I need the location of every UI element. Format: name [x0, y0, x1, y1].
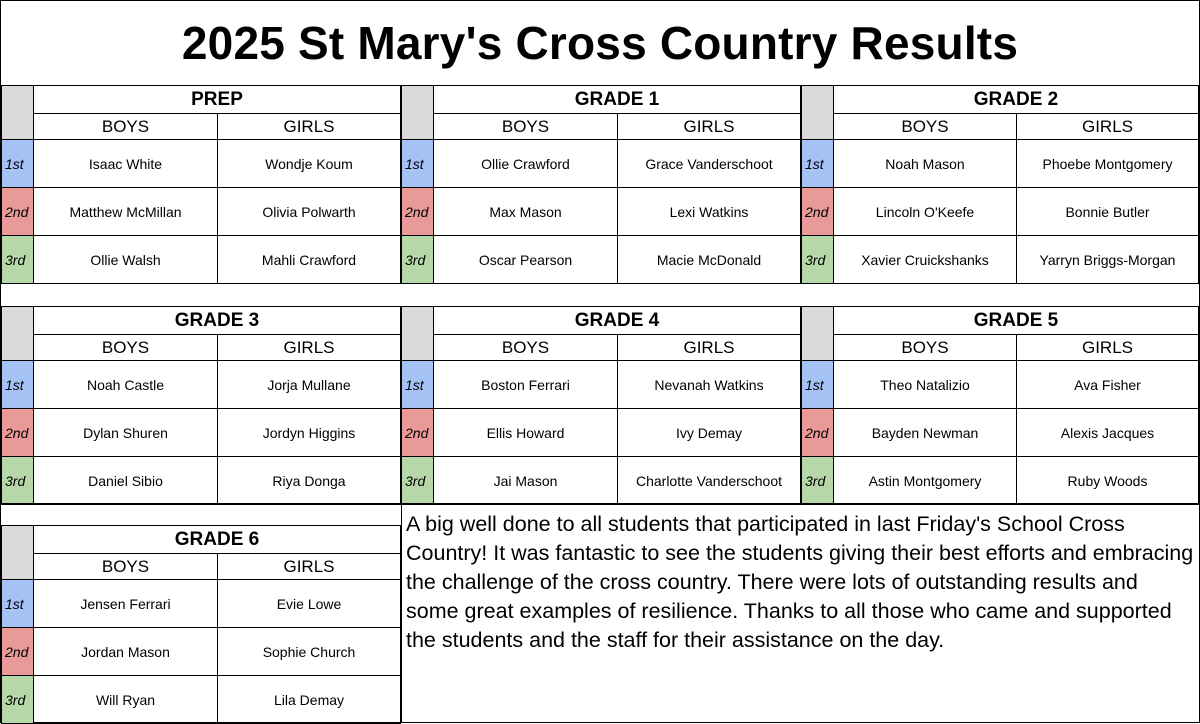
corner-cell — [402, 86, 434, 140]
place-label: 3rd — [402, 457, 434, 505]
place-label: 1st — [802, 361, 834, 409]
boy-name: Isaac White — [34, 140, 218, 188]
place-label: 3rd — [802, 457, 834, 505]
place-label: 2nd — [2, 628, 34, 676]
spacer — [1, 503, 401, 526]
place-label: 3rd — [402, 236, 434, 284]
place-label: 1st — [802, 140, 834, 188]
boy-name: Dylan Shuren — [34, 409, 218, 457]
grade-block-6 — [1, 525, 401, 723]
table-row — [402, 361, 801, 409]
grade-block-5 — [801, 306, 1199, 503]
grade-title: GRADE 4 — [434, 307, 801, 335]
grade-block-4 — [401, 306, 801, 503]
boys-header: BOYS — [34, 335, 218, 361]
boy-name: Max Mason — [434, 188, 618, 236]
place-label: 2nd — [402, 409, 434, 457]
boy-name: Oscar Pearson — [434, 236, 618, 284]
place-label: 1st — [2, 361, 34, 409]
corner-cell — [2, 307, 34, 361]
girl-name: Lexi Watkins — [618, 188, 801, 236]
girl-name: Ruby Woods — [1017, 457, 1199, 505]
table-row — [402, 457, 801, 505]
place-label: 2nd — [802, 409, 834, 457]
grade-block-3 — [1, 306, 401, 503]
table-row — [2, 409, 401, 457]
table-row — [802, 188, 1199, 236]
boys-header: BOYS — [34, 554, 218, 580]
place-label: 3rd — [2, 676, 34, 724]
table-row — [802, 236, 1199, 284]
girls-header: GIRLS — [218, 335, 401, 361]
girl-name: Charlotte Vanderschoot — [618, 457, 801, 505]
message-paragraph: A big well done to all students that participated in last Friday's School Cross Country! It was fantastic to see the students giving their best efforts and embracing the challenge of the cross country. There were lots of outstanding results and some great examples of resilience. Thanks to all those who came and supported the students and the staff for their assistance on the day. — [401, 503, 1199, 723]
boys-header: BOYS — [434, 114, 618, 140]
corner-cell — [2, 526, 34, 580]
grade-title: PREP — [34, 86, 401, 114]
boy-name: Jensen Ferrari — [34, 580, 218, 628]
girls-header: GIRLS — [218, 554, 401, 580]
place-label: 2nd — [2, 188, 34, 236]
corner-cell — [802, 307, 834, 361]
grade-title: GRADE 3 — [34, 307, 401, 335]
place-label: 1st — [402, 361, 434, 409]
table-row — [2, 188, 401, 236]
boy-name: Noah Castle — [34, 361, 218, 409]
table-row — [402, 236, 801, 284]
girl-name: Wondje Koum — [218, 140, 401, 188]
boy-name: Jai Mason — [434, 457, 618, 505]
table-row — [2, 361, 401, 409]
place-label: 1st — [2, 580, 34, 628]
table-row — [802, 457, 1199, 505]
place-label: 1st — [402, 140, 434, 188]
table-row — [802, 409, 1199, 457]
girl-name: Jorja Mullane — [218, 361, 401, 409]
girl-name: Evie Lowe — [218, 580, 401, 628]
girl-name: Bonnie Butler — [1017, 188, 1199, 236]
girl-name: Sophie Church — [218, 628, 401, 676]
girls-header: GIRLS — [618, 114, 801, 140]
girls-header: GIRLS — [618, 335, 801, 361]
table-row — [802, 140, 1199, 188]
place-label: 2nd — [2, 409, 34, 457]
place-label: 3rd — [2, 457, 34, 505]
page-title: 2025 St Mary's Cross Country Results — [181, 17, 1019, 69]
girl-name: Ava Fisher — [1017, 361, 1199, 409]
corner-cell — [402, 307, 434, 361]
grade-title: GRADE 6 — [34, 526, 401, 554]
girls-header: GIRLS — [1017, 114, 1199, 140]
girls-header: GIRLS — [218, 114, 401, 140]
table-row — [802, 361, 1199, 409]
boy-name: Ollie Walsh — [34, 236, 218, 284]
grade-title: GRADE 2 — [834, 86, 1199, 114]
girl-name: Lila Demay — [218, 676, 401, 724]
grade-block-0 — [1, 85, 401, 283]
girl-name: Nevanah Watkins — [618, 361, 801, 409]
girl-name: Yarryn Briggs-Morgan — [1017, 236, 1199, 284]
table-row — [402, 409, 801, 457]
girl-name: Macie McDonald — [618, 236, 801, 284]
boys-header: BOYS — [434, 335, 618, 361]
boy-name: Boston Ferrari — [434, 361, 618, 409]
table-row — [402, 140, 801, 188]
girl-name: Alexis Jacques — [1017, 409, 1199, 457]
girls-header: GIRLS — [1017, 335, 1199, 361]
boy-name: Xavier Cruickshanks — [834, 236, 1017, 284]
table-row — [2, 457, 401, 505]
corner-cell — [802, 86, 834, 140]
boys-header: BOYS — [34, 114, 218, 140]
corner-cell — [2, 86, 34, 140]
grade-title: GRADE 1 — [434, 86, 801, 114]
boys-header: BOYS — [834, 335, 1017, 361]
girl-name: Grace Vanderschoot — [618, 140, 801, 188]
boy-name: Matthew McMillan — [34, 188, 218, 236]
table-row — [2, 236, 401, 284]
boy-name: Ollie Crawford — [434, 140, 618, 188]
boy-name: Will Ryan — [34, 676, 218, 724]
table-row — [2, 676, 401, 724]
boy-name: Daniel Sibio — [34, 457, 218, 505]
boy-name: Ellis Howard — [434, 409, 618, 457]
place-label: 3rd — [2, 236, 34, 284]
boy-name: Lincoln O'Keefe — [834, 188, 1017, 236]
table-row — [402, 188, 801, 236]
place-label: 2nd — [802, 188, 834, 236]
place-label: 1st — [2, 140, 34, 188]
girl-name: Riya Donga — [218, 457, 401, 505]
boys-header: BOYS — [834, 114, 1017, 140]
girl-name: Mahli Crawford — [218, 236, 401, 284]
boy-name: Theo Natalizio — [834, 361, 1017, 409]
grade-block-1 — [401, 85, 801, 283]
girl-name: Jordyn Higgins — [218, 409, 401, 457]
boy-name: Bayden Newman — [834, 409, 1017, 457]
table-row — [2, 580, 401, 628]
boy-name: Astin Montgomery — [834, 457, 1017, 505]
table-row — [2, 140, 401, 188]
boy-name: Jordan Mason — [34, 628, 218, 676]
grade-title: GRADE 5 — [834, 307, 1199, 335]
girl-name: Olivia Polwarth — [218, 188, 401, 236]
girl-name: Ivy Demay — [618, 409, 801, 457]
place-label: 3rd — [802, 236, 834, 284]
boy-name: Noah Mason — [834, 140, 1017, 188]
place-label: 2nd — [402, 188, 434, 236]
grade-block-2 — [801, 85, 1199, 283]
girl-name: Phoebe Montgomery — [1017, 140, 1199, 188]
table-row — [2, 628, 401, 676]
